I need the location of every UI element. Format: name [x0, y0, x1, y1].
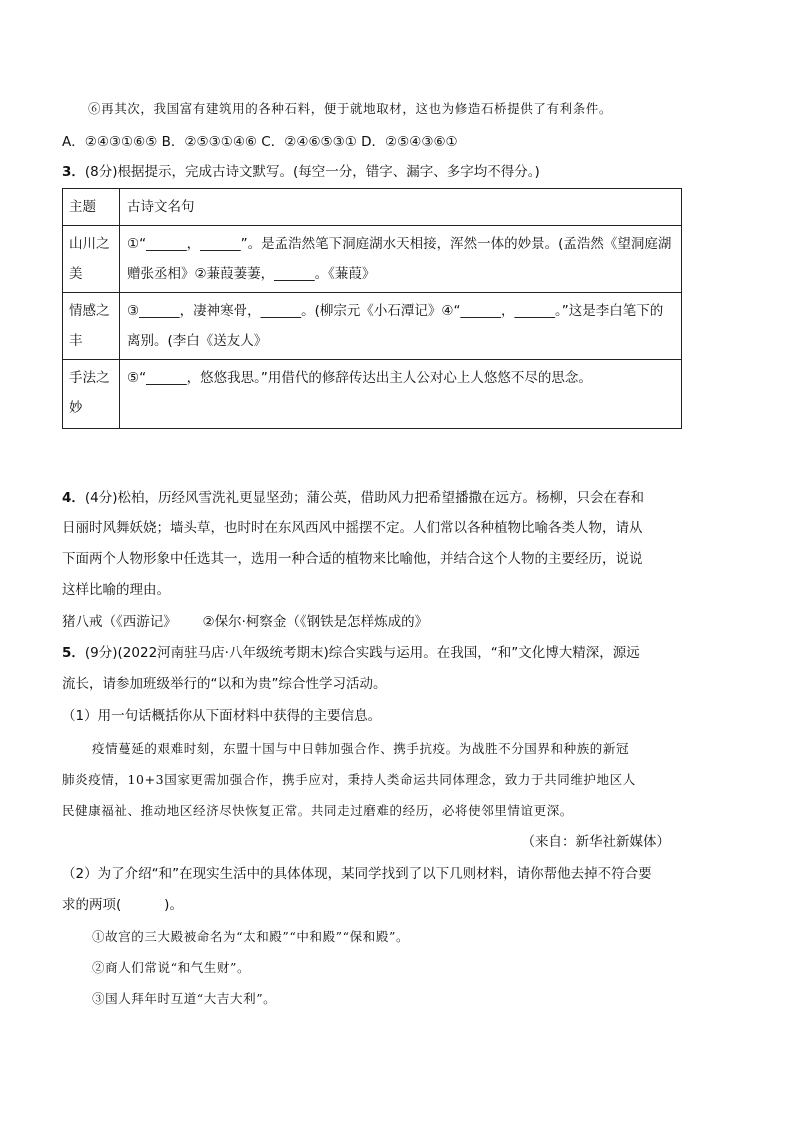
q5-score: (9分) [84, 645, 118, 661]
q5-text-1: 流长，请参加班级举行的“以和为贵”综合性学习活动。 [62, 676, 387, 692]
q4-text-1: 日丽时风舞妖娆；墙头草，也时时在东风西风中摇摆不定。人们常以各种植物比喻各类人物，请从 [62, 520, 643, 536]
q4-text-3: 这样比喻的理由。 [62, 582, 170, 598]
q4-characters: 猪八戒（《西游记》 ②保尔·柯察金（《钢铁是怎样炼成的》 [62, 614, 429, 630]
list-item: ③国人拜年时互道“大吉大利”。 [92, 991, 277, 1006]
verse-cell: ⑤“______，悠悠我思。”用借代的修辞传达出主人公对心上人悠悠不尽的思念。 [120, 360, 682, 429]
material-line-0: 疫情蔓延的艰难时刻，东盟十国与中日韩加强合作、携手抗疫。为战胜不分国界和种族的新冠 [92, 741, 630, 756]
q3-text: 根据提示，完成古诗文默写。(每空一分，错字、漏字、多字均不得分。) [117, 164, 540, 180]
theme-cell: 山川之美 [63, 226, 120, 293]
stone-material-sentence: ⑥再其次，我国富有建筑用的各种石料，便于就地取材，这也为修造石桥提供了有利条件。 [88, 101, 613, 116]
q4-first-line [62, 488, 644, 508]
q4-score: (4分) [84, 490, 118, 506]
table-header-row [63, 189, 682, 226]
theme-cell: 手法之妙 [63, 360, 120, 429]
q3-prompt [62, 162, 540, 182]
q3-number: 3． [62, 164, 85, 180]
table-row [63, 360, 682, 429]
q5-sub2-line-1: 求的两项( )。 [62, 897, 183, 913]
theme-cell: 情感之丰 [63, 293, 120, 360]
q5-first-line [62, 643, 640, 663]
material-line-1: 肺炎疫情，10+3国家更需加强合作，携手应对，秉持人类命运共同体理念，致力于共同维护地区人 [62, 772, 636, 787]
recitation-table [62, 188, 682, 429]
q4-number: 4． [62, 490, 85, 506]
q5-sub2-line-0: （2）为了介绍“和”在现实生活中的具体体现，某同学找到了以下几则材料，请你帮他去掉不符合要 [62, 866, 652, 882]
material-line-2: 民健康福祉、推动地区经济尽快恢复正常。共同走过磨难的经历，必将使邻里情谊更深。 [62, 803, 573, 818]
q4-text-0: 松柏，历经风雪洗礼更显坚劲；蒲公英，借助风力把希望播撒在远方。杨柳，只会在春和 [117, 490, 645, 506]
q5-source: (2022河南驻马店·八年级统考期末) [117, 645, 329, 661]
header-theme: 主题 [63, 189, 120, 226]
table-row [63, 226, 682, 293]
verse-cell: ①“______，______”。是孟浩然笔下洞庭湖水天相接，浑然一体的妙景。(孟浩然《望洞庭湖赠张丞相》②蒹葭萋萋，______。《蒹葭》 [120, 226, 682, 293]
list-item: ②商人们常说“和气生财”。 [92, 960, 251, 975]
q3-score: (8分) [84, 164, 118, 180]
q2-options: A．②④③①⑥⑤ B．②⑤③①④⑥ C．②④⑥⑤③① D．②⑤④③⑥① [62, 134, 458, 150]
header-verses: 古诗文名句 [120, 189, 682, 226]
q5-sub1: （1）用一句话概括你从下面材料中获得的主要信息。 [62, 708, 382, 724]
material-source: （来自：新华社新媒体） [521, 834, 670, 850]
list-item: ①故宫的三大殿被命名为“太和殿”“中和殿”“保和殿”。 [92, 929, 410, 944]
verse-cell: ③______，凄神寒骨，______。(柳宗元《小石潭记》④“______，______。”这是李白笔下的离别。(李白《送友人》 [120, 293, 682, 360]
table-row [63, 293, 682, 360]
q4-text-2: 下面两个人物形象中任选其一，选用一种合适的植物来比喻他，并结合这个人物的主要经历，说说 [62, 551, 643, 567]
q5-text-0: 综合实践与运用。在我国，“和”文化博大精深，源远 [328, 645, 640, 661]
q5-number: 5． [62, 645, 85, 661]
